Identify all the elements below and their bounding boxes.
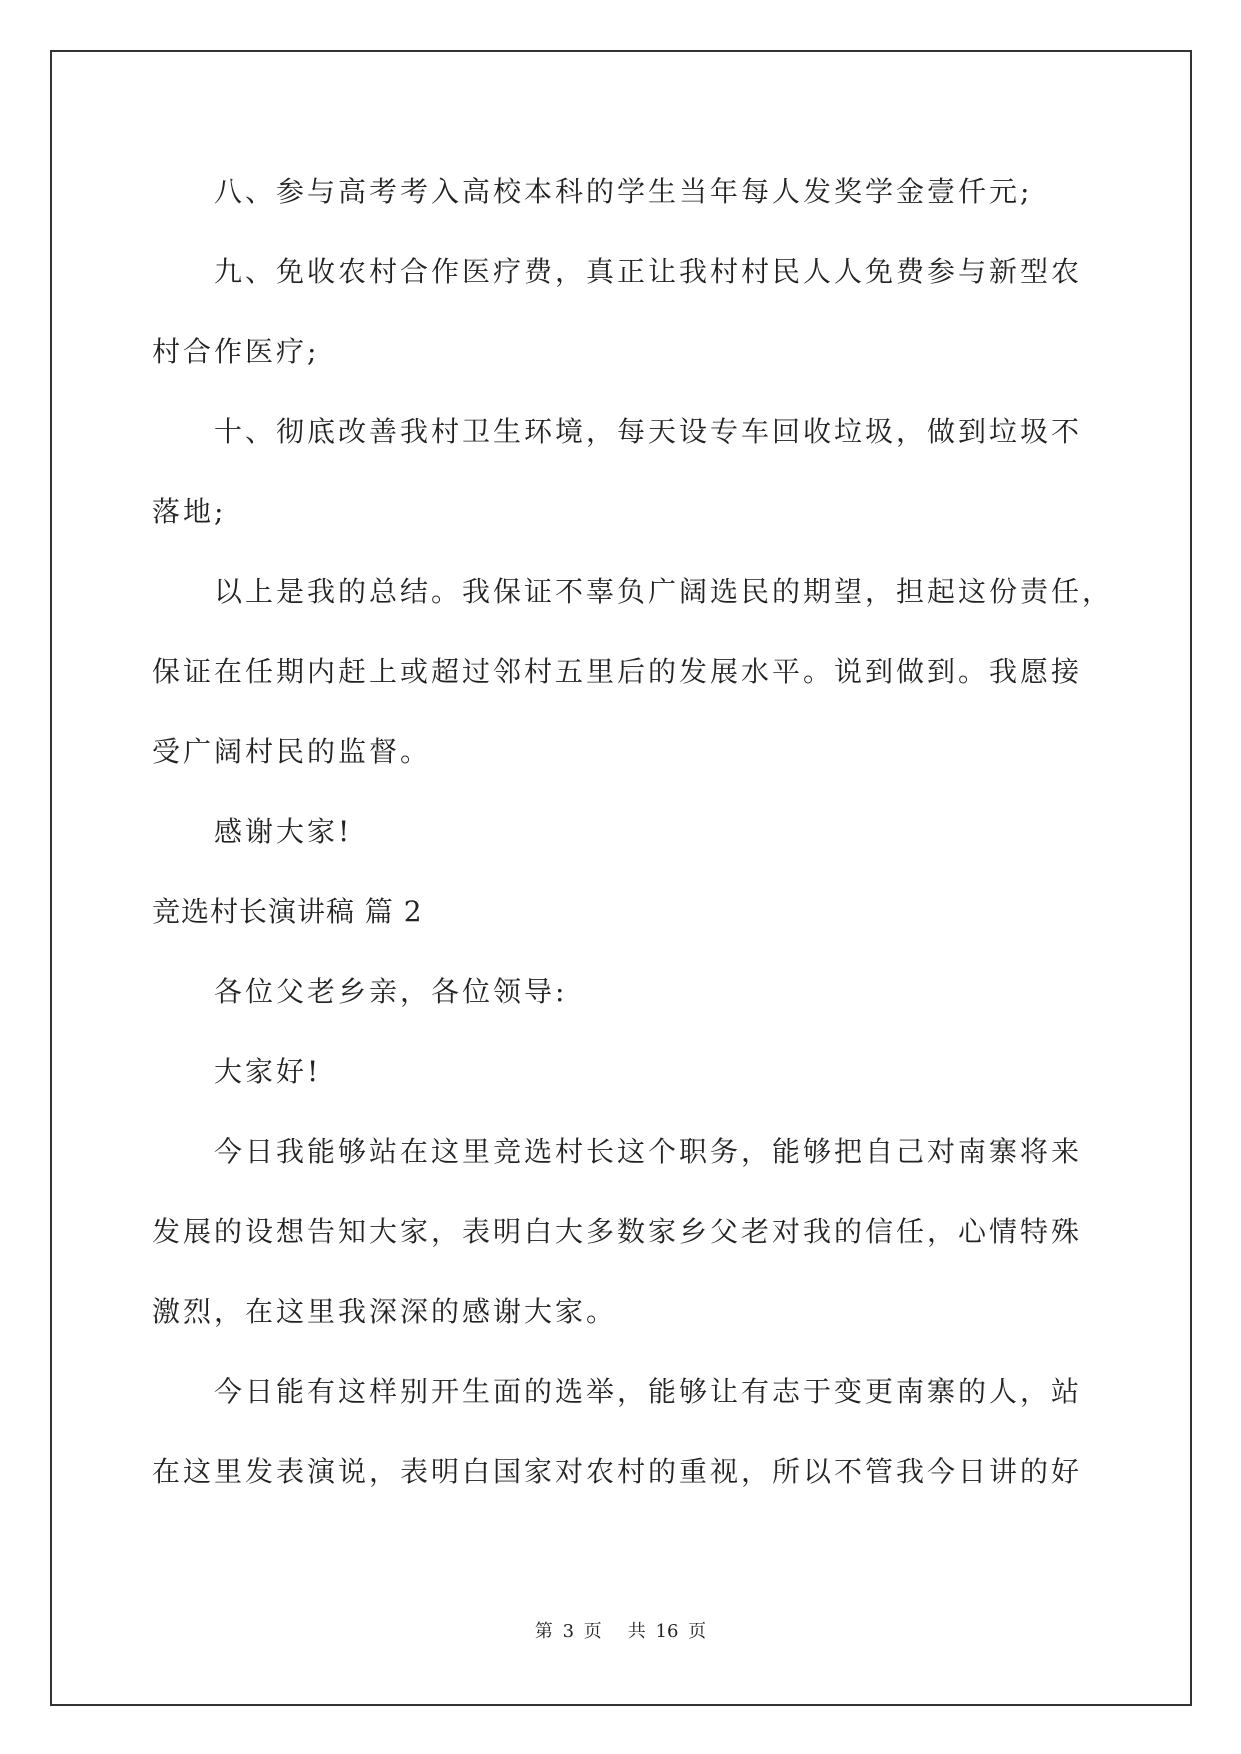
paragraph-line-sanitation-2: 落地; (152, 495, 227, 528)
page-total: 共 16 页 (627, 1621, 707, 1642)
section-heading: 竞选村长演讲稿 篇 2 (152, 895, 423, 928)
paragraph-line-greeting: 各位父老乡亲，各位领导: (214, 975, 568, 1008)
paragraph-line-election-2: 在这里发表演说，表明白国家对农村的重视，所以不管我今日讲的好 (152, 1455, 1083, 1488)
paragraph-line-summary-3: 受广阔村民的监督。 (152, 735, 432, 768)
paragraph-line-summary-2: 保证在任期内赶上或超过邻村五里后的发展水平。说到做到。我愿接 (152, 655, 1083, 688)
paragraph-line-summary-1: 以上是我的总结。我保证不辜负广阔选民的期望，担起这份责任， (214, 575, 1114, 608)
paragraph-line-medical-1: 九、免收农村合作医疗费，真正让我村村民人人免费参与新型农 (214, 255, 1083, 288)
page-number: 第 3 页 (534, 1621, 602, 1642)
paragraph-line-medical-2: 村合作医疗; (152, 335, 320, 368)
paragraph-line-intro-3: 激烈，在这里我深深的感谢大家。 (152, 1295, 618, 1328)
paragraph-line-thanks: 感谢大家! (214, 815, 353, 848)
paragraph-line-intro-2: 发展的设想告知大家，表明白大多数家乡父老对我的信任，心情特殊 (152, 1215, 1083, 1248)
paragraph-line-hello: 大家好! (214, 1055, 322, 1088)
paragraph-line-intro-1: 今日我能够站在这里竞选村长这个职务，能够把自己对南寨将来 (214, 1135, 1083, 1168)
paragraph-line-sanitation-1: 十、彻底改善我村卫生环境，每天设专车回收垃圾，做到垃圾不 (214, 415, 1083, 448)
page-footer (0, 1620, 1241, 1644)
paragraph-line-election-1: 今日能有这样别开生面的选举，能够让有志于变更南寨的人，站 (214, 1375, 1083, 1408)
paragraph-line-award: 八、参与高考考入高校本科的学生当年每人发奖学金壹仟元; (214, 175, 1033, 208)
